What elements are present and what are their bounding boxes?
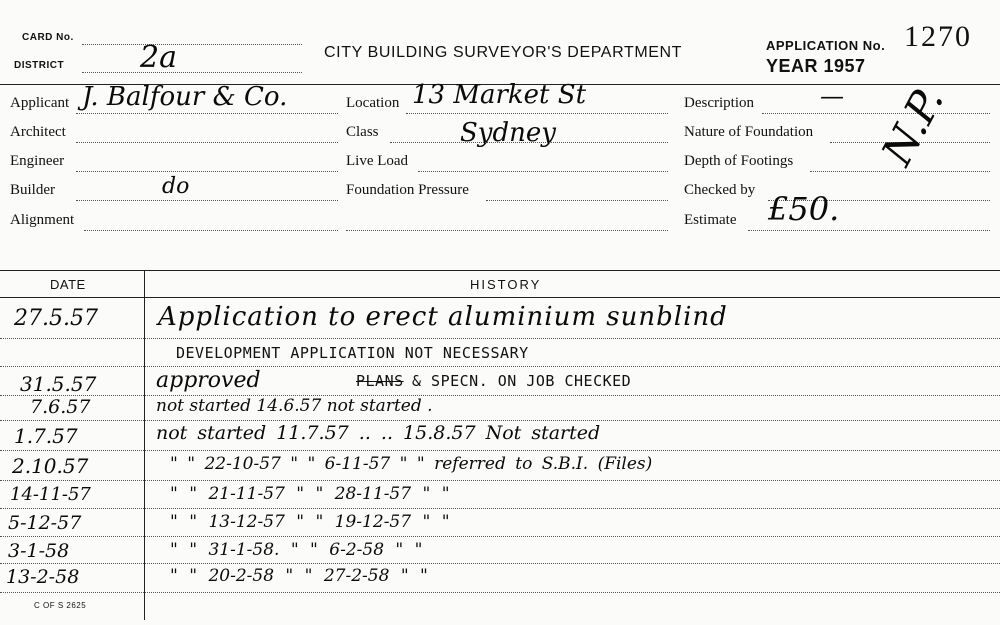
- builder-value: do: [162, 174, 190, 199]
- application-label: APPLICATION No.: [766, 38, 886, 53]
- form-code: C OF S 2625: [34, 601, 87, 610]
- history-date: 3-1-58: [8, 540, 70, 562]
- description-line: [762, 113, 990, 114]
- np-mark: N.P.: [872, 78, 954, 174]
- estimate-value: £50.: [768, 190, 840, 228]
- nature-of-foundation-label: Nature of Foundation: [684, 124, 814, 140]
- history-stamp-specn: & SPECN. ON JOB CHECKED: [412, 372, 632, 390]
- year-label: YEAR 1957: [766, 56, 866, 76]
- column2-blank-line: [346, 230, 668, 231]
- application-number: 1270: [904, 20, 972, 53]
- location-line: [406, 113, 668, 114]
- live-load-line: [418, 171, 668, 172]
- history-date: 13-2-58: [6, 566, 80, 588]
- class-label: Class: [346, 124, 379, 140]
- history-header: HISTORY: [470, 277, 542, 292]
- engineer-label: Engineer: [10, 153, 65, 169]
- history-text: " " 13-12-57 " " 19-12-57 " ": [170, 512, 450, 532]
- checked-by-label: Checked by: [684, 182, 756, 198]
- row-line: [0, 338, 1000, 339]
- foundation-pressure-line: [486, 200, 668, 201]
- depth-line: [810, 171, 990, 172]
- row-line: [0, 508, 1000, 509]
- alignment-label: Alignment: [10, 212, 75, 228]
- row-line: [0, 395, 1000, 396]
- depth-of-footings-label: Depth of Footings: [684, 153, 794, 169]
- estimate-label: Estimate: [684, 212, 737, 228]
- description-label: Description: [684, 95, 754, 111]
- applicant-line: [76, 113, 338, 114]
- history-header-divider: [0, 297, 1000, 298]
- engineer-line: [76, 171, 338, 172]
- location-label: Location: [346, 95, 400, 111]
- row-line: [0, 563, 1000, 564]
- applicant-value: J. Balfour & Co.: [82, 82, 288, 112]
- history-date: 7.6.57: [30, 396, 91, 418]
- card-no-label: CARD No.: [22, 32, 74, 43]
- row-line: [0, 366, 1000, 367]
- row-line: [0, 536, 1000, 537]
- architect-line: [76, 142, 338, 143]
- history-top-border: [0, 270, 1000, 271]
- date-header: DATE: [50, 277, 86, 292]
- row-line: [0, 420, 1000, 421]
- estimate-line: [748, 230, 990, 231]
- history-date: 5-12-57: [8, 512, 82, 534]
- history-text: approved: [156, 368, 261, 393]
- class-line: [390, 142, 668, 143]
- history-date: 27.5.57: [14, 306, 98, 331]
- builder-line: [76, 200, 338, 201]
- history-text: Application to erect aluminium sunblind: [158, 302, 728, 332]
- district-line: [82, 72, 302, 73]
- live-load-label: Live Load: [346, 153, 409, 169]
- location-value: 13 Market St: [412, 80, 587, 110]
- history-text: " " 20-2-58 " " 27-2-58 " ": [170, 566, 428, 586]
- history-text: " " 22-10-57 " " 6-11-57 " " referred to S.B.I. (Files): [170, 454, 653, 474]
- row-line: [0, 450, 1000, 451]
- architect-label: Architect: [10, 124, 66, 140]
- card-no-line: [82, 44, 302, 45]
- history-date: 2.10.57: [12, 454, 89, 478]
- description-value: —: [820, 82, 844, 110]
- builder-label: Builder: [10, 182, 55, 198]
- date-column-divider: [144, 270, 145, 620]
- department-title: CITY BUILDING SURVEYOR'S DEPARTMENT: [324, 44, 683, 61]
- applicant-label: Applicant: [10, 95, 70, 111]
- row-line: [0, 592, 1000, 593]
- history-stamp-text: DEVELOPMENT APPLICATION NOT NECESSARY: [176, 344, 529, 362]
- history-text: not started 11.7.57 .. .. 15.8.57 Not started: [156, 422, 601, 444]
- class-value: Sydney: [460, 118, 556, 148]
- history-date: 1.7.57: [14, 424, 78, 448]
- history-text: " " 31-1-58. " " 6-2-58 " ": [170, 540, 423, 560]
- history-stamp-plans: PLANS: [356, 372, 404, 390]
- foundation-pressure-label: Foundation Pressure: [346, 182, 469, 198]
- history-date: 14-11-57: [10, 484, 91, 505]
- district-value: 2a: [140, 40, 177, 75]
- history-text: not started 14.6.57 not started .: [156, 396, 433, 416]
- history-date: 31.5.57: [20, 372, 97, 396]
- history-text: " " 21-11-57 " " 28-11-57 " ": [170, 484, 450, 504]
- row-line: [0, 480, 1000, 481]
- district-label: DISTRICT: [14, 60, 65, 71]
- alignment-line: [84, 230, 338, 231]
